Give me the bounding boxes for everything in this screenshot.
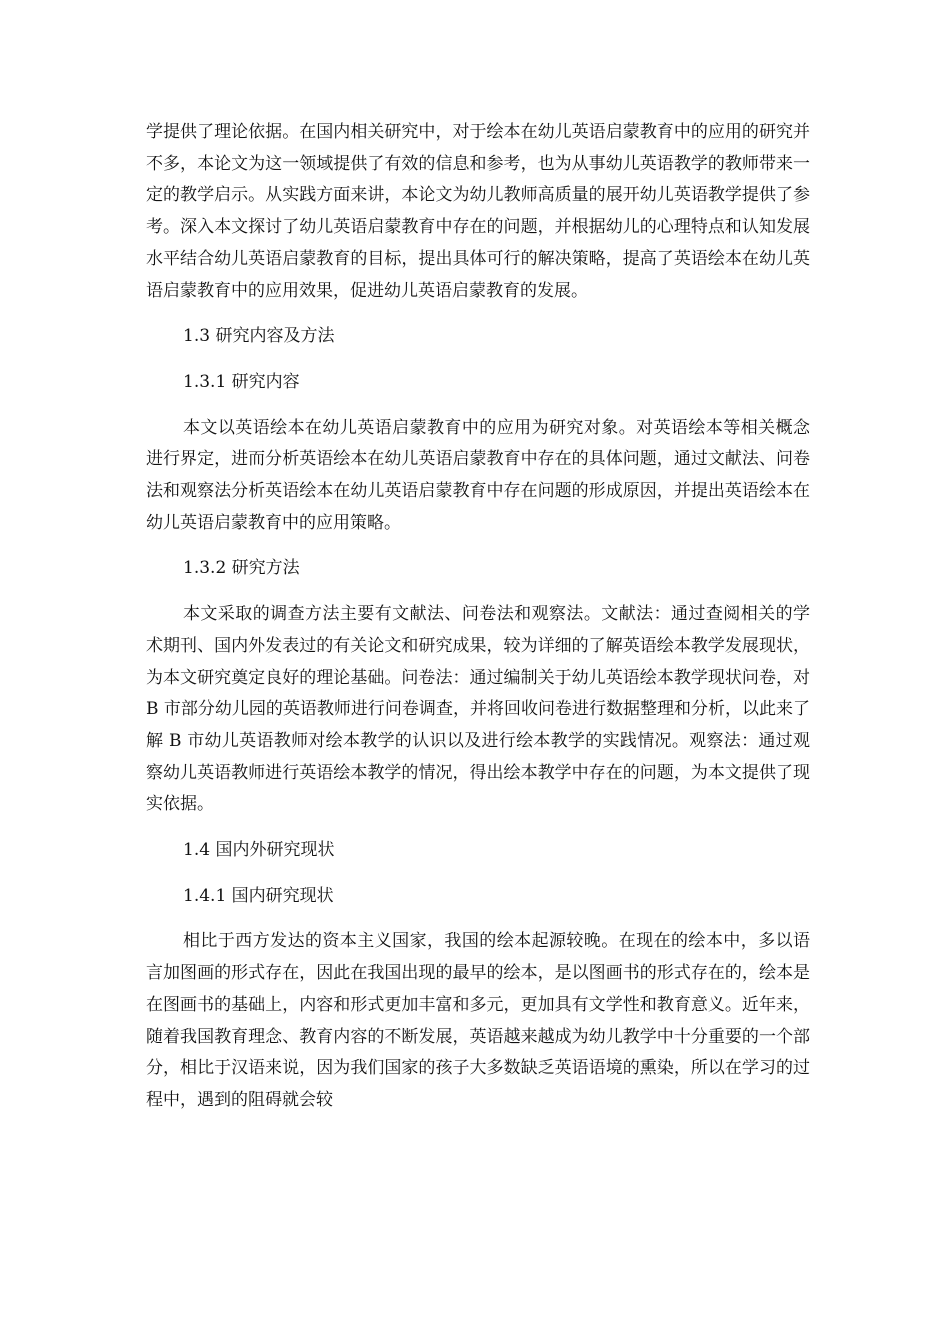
section-heading-1-3-1: 1.3.1 研究内容 (183, 371, 300, 392)
paragraph-continuation: 学提供了理论依据。在国内相关研究中，对于绘本在幼儿英语启蒙教育中的应用的研究并不多，本论文为这一领域提供了有效的信息和参考，也为从事幼儿英语教学的教师带来一定的教学启示。从实践方面来讲，本论文为幼儿教师高质量的展开幼儿英语教学提供了参考。深入本文探讨了幼儿英语启蒙教育中存在的问题，并根据幼儿的心理特点和认知发展水平结合幼儿英语启蒙教育的目标，提出具体可行的解决策略，提高了英语绘本在幼儿英语启蒙教育中的应用效果，促进幼儿英语启蒙教育的发展。 (146, 122, 810, 301)
paragraph-domestic-research: 相比于西方发达的资本主义国家，我国的绘本起源较晚。在现在的绘本中，多以语言加图画的形式存在，因此在我国出现的最早的绘本，是以图画书的形式存在的，绘本是在图画书的基础上，内容和形式更加丰富和多元，更加具有文学性和教育意义。近年来，随着我国教育理念、教育内容的不断发展，英语越来越成为幼儿教学中十分重要的一个部分，相比于汉语来说，因为我们国家的孩子大多数缺乏英语语境的熏染，所以在学习的过程中，遇到的阻碍就会较 (146, 931, 810, 1110)
section-heading-1-4-1: 1.4.1 国内研究现状 (183, 885, 334, 906)
document-body (146, 117, 810, 1131)
section-heading-1-4: 1.4 国内外研究现状 (183, 840, 335, 861)
paragraph-research-methods: 本文采取的调查方法主要有文献法、问卷法和观察法。文献法：通过查阅相关的学术期刊、国内外发表过的有关论文和研究成果，较为详细的了解英语绘本教学发展现状，为本文研究奠定良好的理论基础。问卷法：通过编制关于幼儿英语绘本教学现状问卷，对 B 市部分幼儿园的英语教师进行问卷调查，并将回收问卷进行数据整理和分析，以此来了解 B 市幼儿英语教师对绘本教学的认识以及进行绘本教学的实践情况。观察法：通过观察幼儿英语教师进行英语绘本教学的情况，得出绘本教学中存在的问题，为本文提供了现实依据。 (146, 604, 810, 815)
section-heading-1-3: 1.3 研究内容及方法 (183, 326, 335, 347)
paragraph-research-content: 本文以英语绘本在幼儿英语启蒙教育中的应用为研究对象。对英语绘本等相关概念进行界定，进而分析英语绘本在幼儿英语启蒙教育中存在的具体问题，通过文献法、问卷法和观察法分析英语绘本在幼儿英语启蒙教育中存在问题的形成原因，并提出英语绘本在幼儿英语启蒙教育中的应用策略。 (146, 417, 810, 533)
section-heading-1-3-2: 1.3.2 研究方法 (183, 558, 300, 579)
